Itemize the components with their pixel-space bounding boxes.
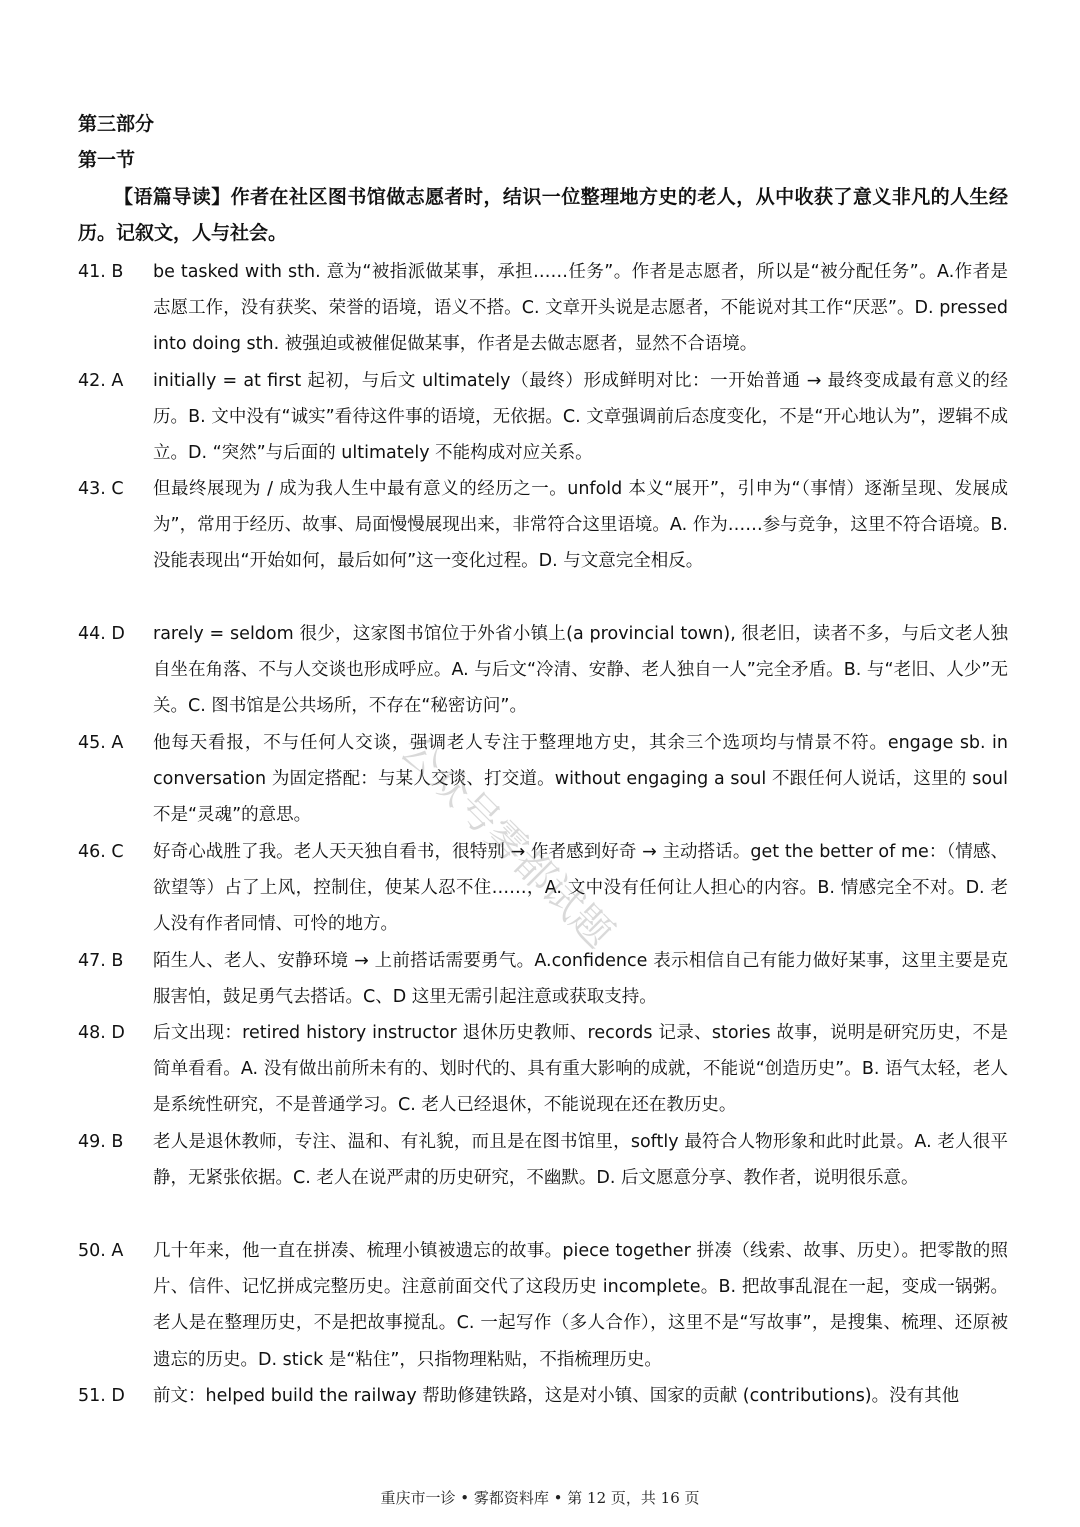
answer-explanation: 他每天看报，不与任何人交谈，强调老人专注于整理地方史，其余三个选项均与情景不符。engage sb. in conversation 为固定搭配：与某人交谈、打交道。without engaging a soul 不跟任何人说话，这里的 soul 不是“灵魂”的意思。 — [153, 733, 1008, 826]
answer-number: 41. B — [78, 262, 124, 282]
watermark: 公众号雾都试题 — [391, 726, 622, 957]
section-heading: 第三部分 — [78, 113, 155, 135]
answer-item — [78, 1233, 1008, 1378]
answer-item — [78, 254, 1008, 363]
answer-number: 50. A — [78, 1241, 124, 1261]
answer-explanation: 老人是退休教师，专注、温和、有礼貌，而且是在图书馆里，softly 最符合人物形象和此时此景。A. 老人很平静，无紧张依据。C. 老人在说严肃的历史研究，不幽默。D. 后文愿意分享、教作者，说明很乐意。 — [153, 1132, 1008, 1189]
intro-text: 作者在社区图书馆做志愿者时，结识一位整理地方史的老人，从中收获了意义非凡的人生经历。记叙文，人与社会。 — [78, 186, 1008, 244]
answer-explanation: 几十年来，他一直在拼凑、梳理小镇被遗忘的故事。piece together 拼凑（线索、故事、历史）。把零散的照片、信件、记忆拼成完整历史。注意前面交代了这段历史 incomplete。B. 把故事乱混在一起，变成一锅粥。老人是在整理历史，不是把故事搅乱。C. 一起写作（多人合作），这里不是“写故事”，是搜集、梳理、还原被遗忘的历史。D. stick 是“粘住”，只指物理粘贴，不指梳理历史。 — [153, 1241, 1008, 1370]
answer-item — [78, 1378, 1008, 1415]
answer-item — [78, 943, 1008, 1015]
answer-explanation: rarely = seldom 很少，这家图书馆位于外省小镇上(a provincial town), 很老旧，读者不多，与后文老人独自坐在角落、不与人交谈也形成呼应。A. 与后文“冷清、安静、老人独自一人”完全矛盾。B. 与“老旧、人少”无关。C. 图书馆是公共场所，不存在“秘密访问”。 — [153, 624, 1008, 717]
answer-number: 45. A — [78, 733, 124, 753]
answer-number: 46. C — [78, 842, 124, 862]
answer-explanation: initially = at first 起初，与后文 ultimately（最终）形成鲜明对比：一开始普通 → 最终变成最有意义的经历。B. 文中没有“诚实”看待这件事的语境，无依据。C. 文章强调前后态度变化，不是“开心地认为”，逻辑不成立。D. “突然”与后面的 ultimately 不能构成对应关系。 — [153, 371, 1008, 464]
answer-number: 47. B — [78, 951, 124, 971]
answer-number: 44. D — [78, 624, 125, 644]
answer-item — [78, 1015, 1008, 1124]
answer-item — [78, 616, 1008, 725]
answer-item — [78, 834, 1008, 943]
passage-intro — [78, 179, 1008, 251]
page-footer: 重庆市一诊 • 雾都资料库 • 第 12 页，共 16 页 — [380, 1489, 700, 1507]
answer-number: 48. D — [78, 1023, 125, 1043]
answer-explanation: 好奇心战胜了我。老人天天独自看书，很特别 → 作者感到好奇 → 主动搭话。get the better of me：（情感、欲望等）占了上风，控制住，使某人忍不住……，A. 文中没有任何让人担心的内容。B. 情感完全不对。D. 老人没有作者同情、可怜的地方。 — [153, 842, 1008, 935]
answer-explanation: 后文出现：retired history instructor 退休历史教师、records 记录、stories 故事，说明是研究历史，不是简单看看。A. 没有做出前所未有的、划时代的、具有重大影响的成就，不能说“创造历史”。B. 语气太轻，老人是系统性研究，不是普通学习。C. 老人已经退休，不能说现在还在教历史。 — [153, 1023, 1008, 1116]
answer-explanation: 陌生人、老人、安静环境 → 上前搭话需要勇气。A.confidence 表示相信自己有能力做好某事，这里主要是克服害怕，鼓足勇气去搭话。C、D 这里无需引起注意或获取支持。 — [153, 951, 1008, 1008]
answer-item — [78, 471, 1008, 580]
answer-number: 51. D — [78, 1386, 125, 1406]
subsection-heading: 第一节 — [78, 149, 136, 171]
answer-number: 49. B — [78, 1132, 124, 1152]
intro-label: 【语篇导读】 — [114, 186, 231, 208]
answer-explanation: 前文：helped build the railway 帮助修建铁路，这是对小镇、国家的贡献 (contributions)。没有其他 — [153, 1386, 960, 1406]
answer-item — [78, 363, 1008, 472]
answer-number: 43. C — [78, 479, 124, 499]
answer-item — [78, 725, 1008, 834]
answer-explanation: be tasked with sth. 意为“被指派做某事，承担……任务”。作者是志愿者，所以是“被分配任务”。A.作者是志愿工作，没有获奖、荣誉的语境，语义不搭。C. 文章开头说是志愿者，不能说对其工作“厌恶”。D. pressed into doing sth. 被强迫或被催促做某事，作者是去做志愿者，显然不合语境。 — [153, 262, 1008, 355]
answer-number: 42. A — [78, 371, 124, 391]
answer-item — [78, 1124, 1008, 1196]
answer-explanation: 但最终展现为 / 成为我人生中最有意义的经历之一。unfold 本义“展开”，引申为“（事情）逐渐呈现、发展成为”，常用于经历、故事、局面慢慢展现出来，非常符合这里语境。A. 作为……参与竞争，这里不符合语境。B. 没能表现出“开始如何，最后如何”这一变化过程。D. 与文意完全相反。 — [153, 479, 1008, 572]
